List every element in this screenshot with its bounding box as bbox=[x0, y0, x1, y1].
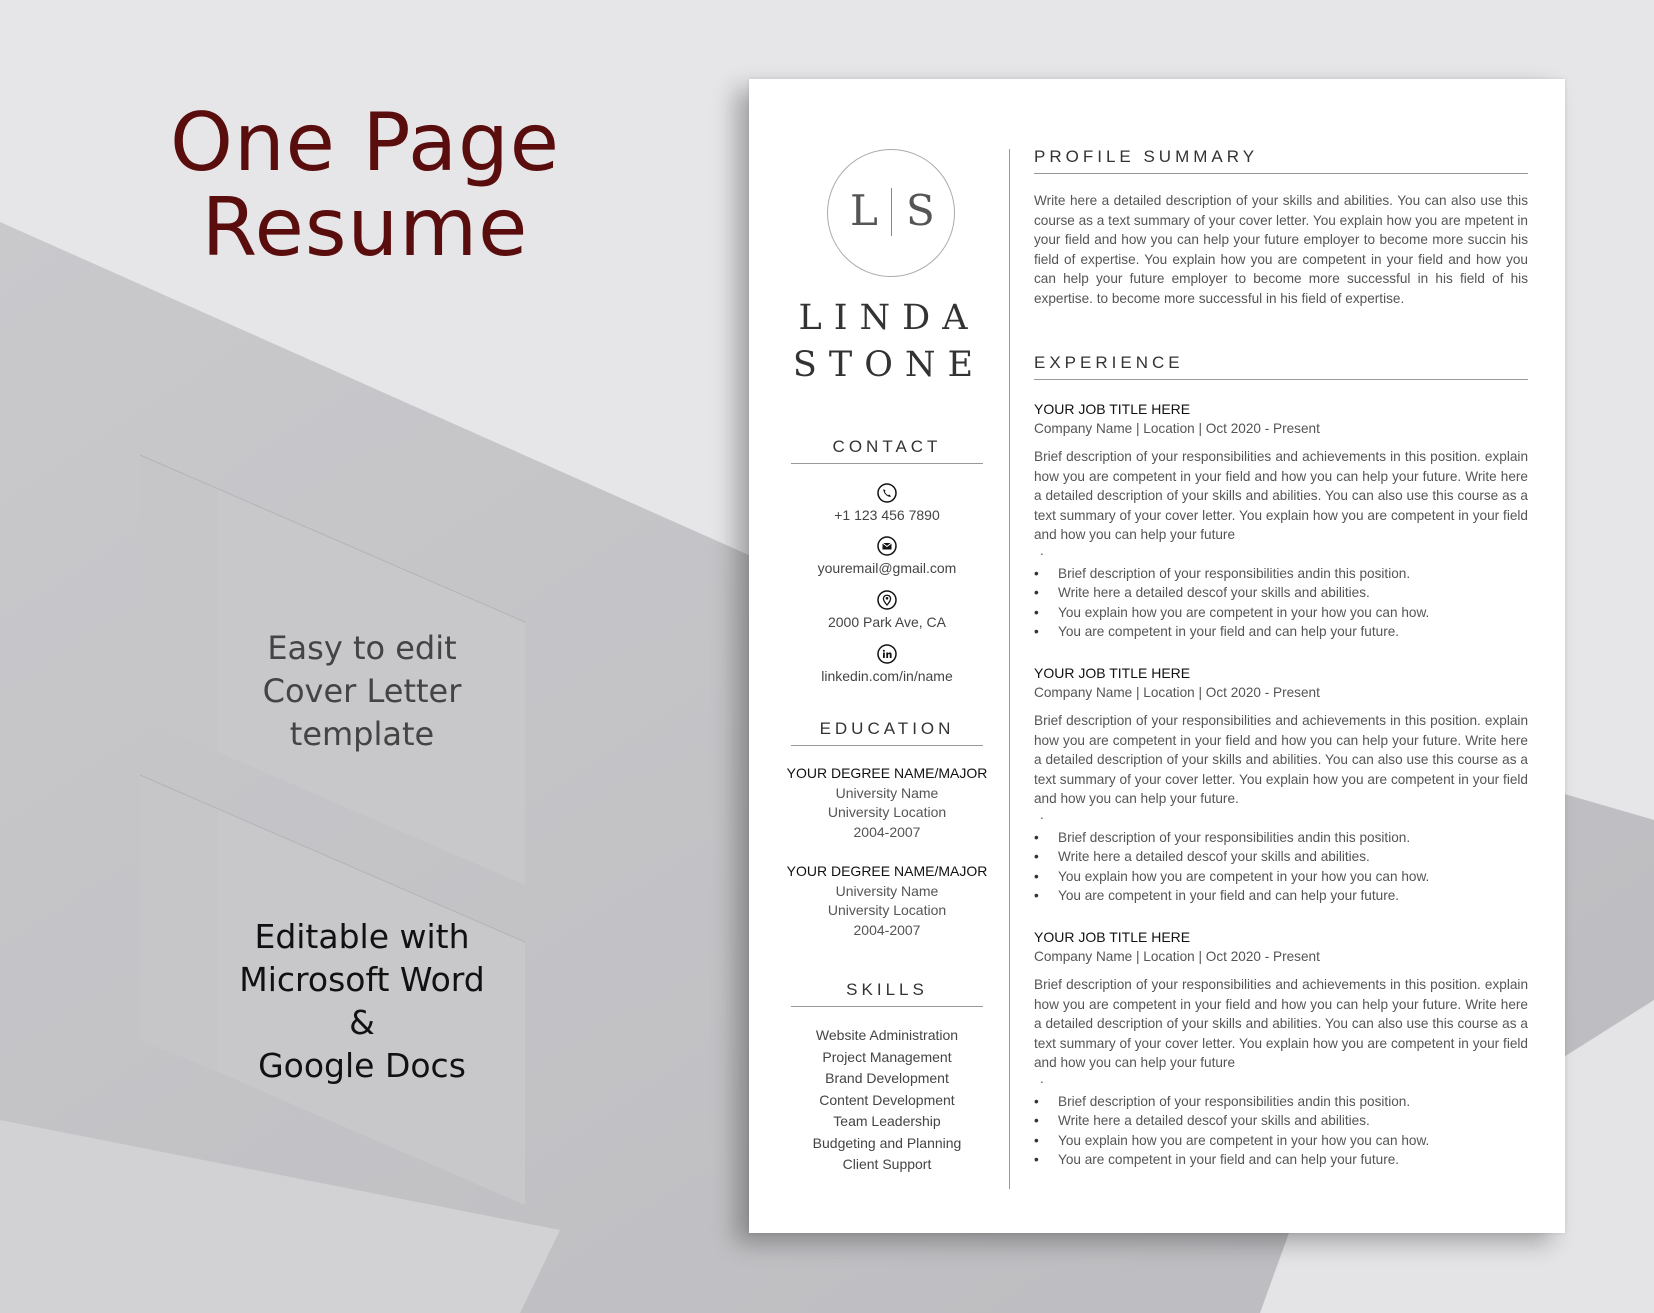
contact-heading: CONTACT bbox=[791, 437, 983, 464]
job-bullet: • Brief description of your responsibilities andin this position. bbox=[1034, 1092, 1528, 1112]
feature-panel-compat bbox=[202, 915, 522, 1087]
degree-name: YOUR DEGREE NAME/MAJOR bbox=[786, 863, 988, 879]
job-entry bbox=[1034, 663, 1528, 906]
feature-line: template bbox=[289, 715, 435, 753]
job-bullet: • You explain how you are competent in your how you can how. bbox=[1034, 1131, 1528, 1151]
address-text: 2000 Park Ave, CA bbox=[827, 614, 947, 630]
skill-item: Project Management bbox=[822, 1048, 952, 1065]
linkedin-icon bbox=[877, 644, 897, 664]
monogram-first: L bbox=[850, 186, 878, 235]
job-company: Company Name | Location | Oct 2020 - Present bbox=[1034, 949, 1320, 964]
experience-heading: EXPERIENCE bbox=[1034, 353, 1528, 380]
university-name: University Name bbox=[835, 784, 939, 801]
job-description: Brief description of your responsibilities and achievements in this position. explain how you are competent in your field and how you can help your future. Write here a detailed description of your skills and abilities. You can also use this course as a text summary of your cover letter. You explain how you are competent in your field and how you can help your future. bbox=[1034, 713, 1528, 806]
first-name: LINDA bbox=[798, 298, 980, 338]
job-dot: . bbox=[1040, 1070, 1044, 1086]
skill-item: Website Administration bbox=[815, 1027, 959, 1043]
job-bullet: • You explain how you are competent in your how you can how. bbox=[1034, 867, 1528, 887]
feature-panel-edit bbox=[202, 627, 522, 756]
skill-item: Team Leadership bbox=[833, 1113, 941, 1129]
job-bullets bbox=[1034, 564, 1528, 642]
contact-linkedin bbox=[791, 644, 983, 684]
monogram-second: S bbox=[906, 186, 935, 235]
job-bullet: • Write here a detailed descof your skills and abilities. bbox=[1034, 847, 1528, 867]
skills-list bbox=[791, 1025, 983, 1176]
location-pin-icon bbox=[877, 590, 897, 610]
job-bullet: • Write here a detailed descof your skills and abilities. bbox=[1034, 1111, 1528, 1131]
job-description: Brief description of your responsibilities and achievements in this position. explain how you are competent in your field and how you can help your future. Write here a detailed description of your skills and abilities. You can also use this course as a text summary of your cover letter. You explain how you are competent in your field and how you can help your future bbox=[1034, 449, 1528, 542]
education-entry bbox=[785, 862, 989, 940]
feature-line: & bbox=[349, 1003, 375, 1042]
column-divider bbox=[1009, 149, 1010, 1189]
job-bullets bbox=[1034, 828, 1528, 906]
job-dot: . bbox=[1040, 806, 1044, 822]
job-bullet: • Write here a detailed descof your skills and abilities. bbox=[1034, 583, 1528, 603]
promo-title-line2: Resume bbox=[201, 181, 529, 274]
job-company: Company Name | Location | Oct 2020 - Present bbox=[1034, 421, 1320, 436]
job-title: YOUR JOB TITLE HERE bbox=[1034, 401, 1191, 417]
monogram-logo bbox=[827, 149, 955, 277]
education-years: 2004-2007 bbox=[853, 921, 921, 938]
education-years: 2004-2007 bbox=[853, 823, 921, 840]
job-bullet: • You are competent in your field and can help your future. bbox=[1034, 886, 1528, 906]
contact-address bbox=[791, 590, 983, 630]
profile-summary-heading: PROFILE SUMMARY bbox=[1034, 147, 1528, 174]
job-entry bbox=[1034, 927, 1528, 1170]
job-entry bbox=[1034, 399, 1528, 642]
degree-name: YOUR DEGREE NAME/MAJOR bbox=[786, 765, 988, 781]
university-location: University Location bbox=[827, 804, 947, 820]
contact-email bbox=[791, 536, 983, 576]
job-title: YOUR JOB TITLE HERE bbox=[1034, 665, 1191, 681]
skills-heading: SKILLS bbox=[791, 980, 983, 1007]
skill-item: Budgeting and Planning bbox=[812, 1134, 962, 1151]
skill-item: Brand Development bbox=[825, 1070, 949, 1086]
promo-title bbox=[140, 96, 590, 274]
education-entry bbox=[785, 764, 989, 842]
phone-icon bbox=[877, 483, 897, 503]
job-bullet: • You are competent in your field and can help your future. bbox=[1034, 622, 1528, 642]
job-dot: . bbox=[1040, 542, 1044, 558]
job-bullet: • You are competent in your field and can help your future. bbox=[1034, 1150, 1528, 1170]
feature-line: Editable with bbox=[254, 917, 470, 956]
job-description: Brief description of your responsibilities and achievements in this position. explain how you are competent in your field and how you can help your future. Write here a detailed description of your skills and abilities. You can also use this course as a text summary of your cover letter. You explain how you are competent in your field and how you can help your future bbox=[1034, 977, 1528, 1070]
resume-page bbox=[749, 79, 1565, 1233]
email-icon bbox=[877, 536, 897, 556]
job-bullet: • You explain how you are competent in your how you can how. bbox=[1034, 603, 1528, 623]
job-bullet: • Brief description of your responsibilities andin this position. bbox=[1034, 828, 1528, 848]
last-name: STONE bbox=[792, 345, 986, 385]
monogram-divider bbox=[891, 188, 892, 236]
phone-text: +1 123 456 7890 bbox=[834, 507, 940, 523]
job-bullet: • Brief description of your responsibilities andin this position. bbox=[1034, 564, 1528, 584]
university-location: University Location bbox=[827, 902, 947, 918]
linkedin-text: linkedin.com/in/name bbox=[821, 668, 953, 684]
job-company: Company Name | Location | Oct 2020 - Present bbox=[1034, 685, 1320, 700]
promo-title-line1: One Page bbox=[170, 96, 560, 189]
job-bullets bbox=[1034, 1092, 1528, 1170]
feature-line: Google Docs bbox=[258, 1046, 466, 1085]
feature-line: Easy to edit bbox=[267, 629, 457, 667]
university-name: University Name bbox=[835, 882, 939, 899]
skill-item: Content Development bbox=[819, 1091, 955, 1108]
email-text: youremail@gmail.com bbox=[817, 560, 957, 576]
contact-phone bbox=[791, 483, 983, 523]
feature-line: Microsoft Word bbox=[239, 960, 485, 999]
feature-line: Cover Letter bbox=[262, 672, 462, 710]
candidate-name bbox=[789, 295, 989, 389]
job-title: YOUR JOB TITLE HERE bbox=[1034, 929, 1191, 945]
profile-summary-text: Write here a detailed description of your skills and abilities. You can also use this course as a text summary of your cover letter. You explain how you are mpetent in your field and how you can help your future employer to become more succin his field of expertise. You explain how you are competent in your field and how you can help your future employer to become more successful in his field of his expertise. to become more successful in his field of expertise. bbox=[1034, 193, 1528, 306]
skill-item: Client Support bbox=[842, 1156, 932, 1172]
education-heading: EDUCATION bbox=[791, 719, 983, 746]
